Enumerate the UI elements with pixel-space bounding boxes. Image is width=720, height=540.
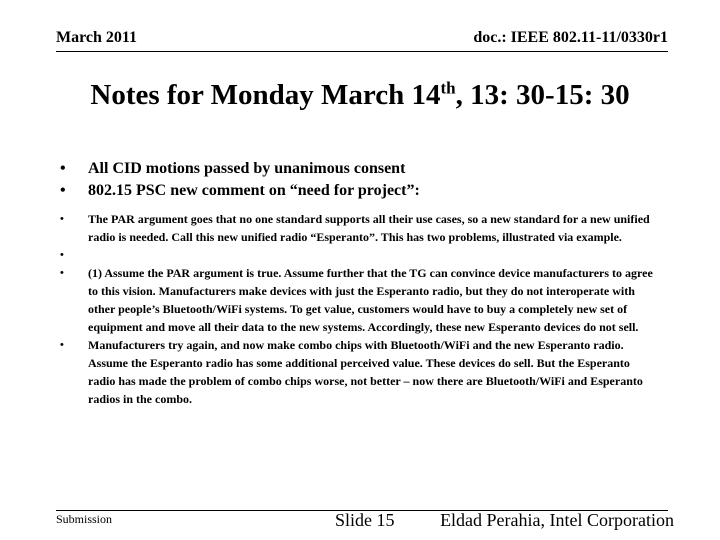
title-time-range: , 13: 30-15: 30: [455, 79, 630, 111]
header-date: March 2011: [56, 29, 138, 46]
bullet-item-empty: [56, 246, 656, 264]
bullet-dot-icon: •: [60, 213, 64, 225]
bullet-text: All CID motions passed by unanimous consent: [88, 160, 406, 177]
bullet-dot-icon: •: [60, 267, 64, 279]
header-doc-id: doc.: IEEE 802.11-11/0330r1: [473, 29, 668, 46]
bullet-dot-icon: •: [60, 339, 64, 351]
bullet-list-level2: [56, 210, 656, 408]
bullet-text: (1) Assume the PAR argument is true. Assume further that the TG can convince device manufacturers to agree to this vision. Manufacturers make devices with just the Esperanto radio, but they do not interoperate with other people’s Bluetooth/WiFi systems. To get value, customers would have to buy a completely new set of equipment and move all their data to the new systems. Accordingly, these new Esperanto devices do not sell.: [88, 266, 653, 334]
bullet-item: [56, 264, 656, 336]
bullet-item: [56, 180, 656, 202]
title-main: Notes for Monday March 14: [90, 79, 441, 111]
bullet-text: The PAR argument goes that no one standard supports all their use cases, so a new standard for a new unified radio is needed. Call this new unified radio “Esperanto”. This has two problems, illustrated via example.: [88, 212, 650, 244]
bullet-item: [56, 158, 656, 180]
title-superscript: th: [440, 78, 456, 98]
bullet-dot-icon: •: [60, 249, 64, 261]
bullet-text: Manufacturers try again, and now make combo chips with Bluetooth/WiFi and the new Esperanto radio. Assume the Esperanto radio has some additional perceived value. These devices do sell. But the Esperanto radio has made the problem of combo chips worse, not better – now there are Bluetooth/WiFi and Esperanto radios in the combo.: [88, 338, 643, 406]
footer-author: Eldad Perahia, Intel Corporation: [440, 510, 674, 530]
bullet-item: [56, 210, 656, 246]
bullet-text: 802.15 PSC new comment on “need for project”:: [88, 182, 420, 199]
bullet-dot-icon: •: [60, 182, 66, 199]
bullet-list-level1: [56, 158, 656, 202]
header-divider: [56, 51, 668, 52]
footer-slide-number: Slide 15: [335, 510, 395, 530]
bullet-item: [56, 336, 656, 408]
slide-title: [0, 79, 720, 112]
footer-submission: Submission: [56, 512, 113, 526]
bullet-dot-icon: •: [60, 160, 66, 177]
